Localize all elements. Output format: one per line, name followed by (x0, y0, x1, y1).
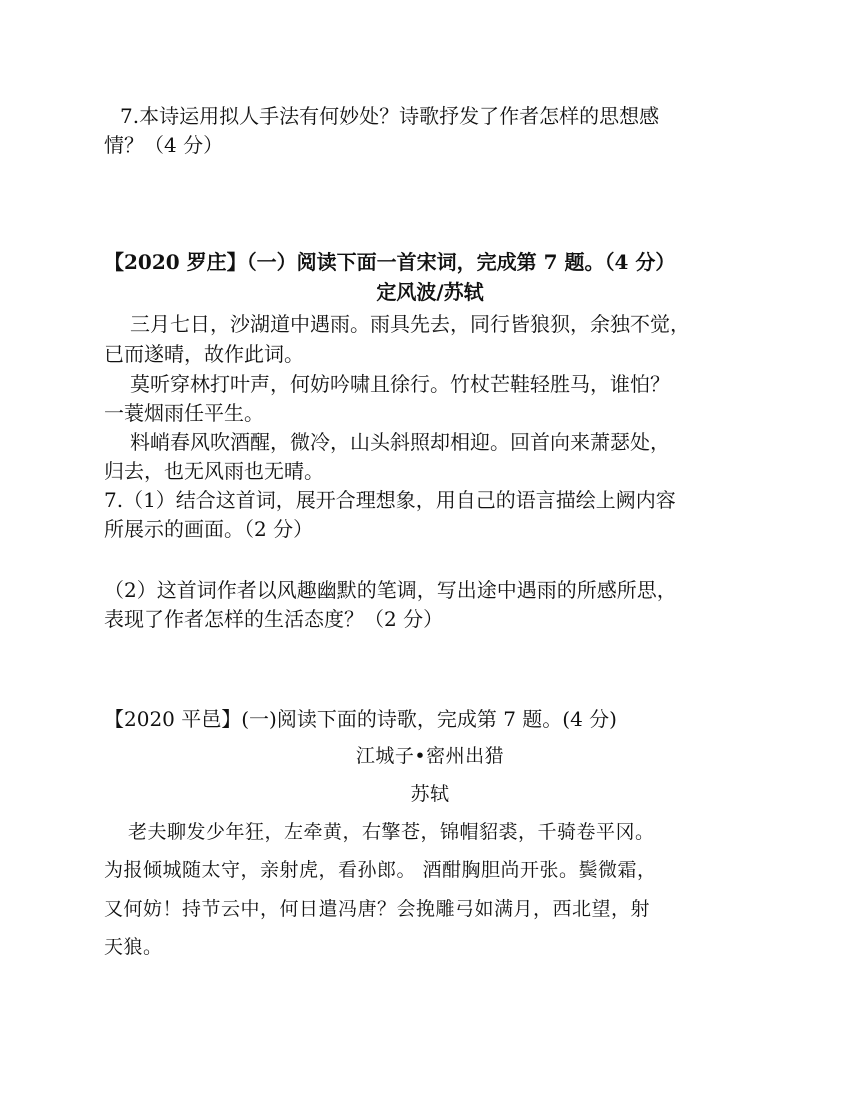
poem-stanza-1-line-2: 一蓑烟雨任平生。 (104, 401, 264, 425)
poem-preface-line-2: 已而遂晴，故作此词。 (104, 342, 304, 366)
poem-body-line-3: 又何妨！持节云中，何日遣冯唐？会挽雕弓如满月，西北望，射 (104, 898, 651, 920)
poem-title-dingfengbo: 定风波/苏轼 (376, 280, 484, 304)
section-heading-luozhuang: 【2020 罗庄】（一）阅读下面一首宋词，完成第 7 题。（4 分） (104, 250, 676, 274)
question-7-1-line-2: 所展示的画面。（2 分） (104, 517, 314, 541)
poem-body-line-1: 老夫聊发少年狂，左牵黄，右擎苍，锦帽貂裘，千骑卷平冈。 (128, 821, 655, 843)
poem-stanza-2-line-2: 归去，也无风雨也无晴。 (104, 459, 324, 483)
poem-title-jiangchengzi: 江城子•密州出猎 (355, 745, 505, 767)
poem-author: 苏轼 (410, 783, 450, 805)
section-heading-pingyi: 【2020 平邑】(一)阅读下面的诗歌，完成第 7 题。(4 分) (104, 707, 617, 731)
poem-stanza-1-line-1: 莫听穿林打叶声，何妨吟啸且徐行。竹杖芒鞋轻胜马，谁怕？ (130, 372, 670, 396)
poem-body-line-2: 为报倾城随太守，亲射虎，看孙郎。 酒酣胸胆尚开张。鬓微霜， (104, 859, 657, 881)
question-7-1-line-1: 7.（1）结合这首词，展开合理想象，用自己的语言描绘上阙内容 (104, 488, 676, 512)
poem-body-line-4: 天狼。 (104, 936, 163, 958)
question-7-2-line-1: （2）这首词作者以风趣幽默的笔调，写出途中遇雨的所感所思， (104, 578, 677, 602)
poem-stanza-2-line-1: 料峭春风吹酒醒，微冷，山头斜照却相迎。回首向来萧瑟处， (130, 430, 670, 454)
question-7-line-1: 7.本诗运用拟人手法有何妙处？诗歌抒发了作者怎样的思想感 (120, 104, 660, 128)
question-7-line-2: 情？（4 分） (104, 133, 224, 157)
poem-preface-line-1: 三月七日，沙湖道中遇雨。雨具先去，同行皆狼狈，余独不觉， (130, 312, 690, 336)
question-7-2-line-2: 表现了作者怎样的生活态度？（2 分） (104, 607, 444, 631)
